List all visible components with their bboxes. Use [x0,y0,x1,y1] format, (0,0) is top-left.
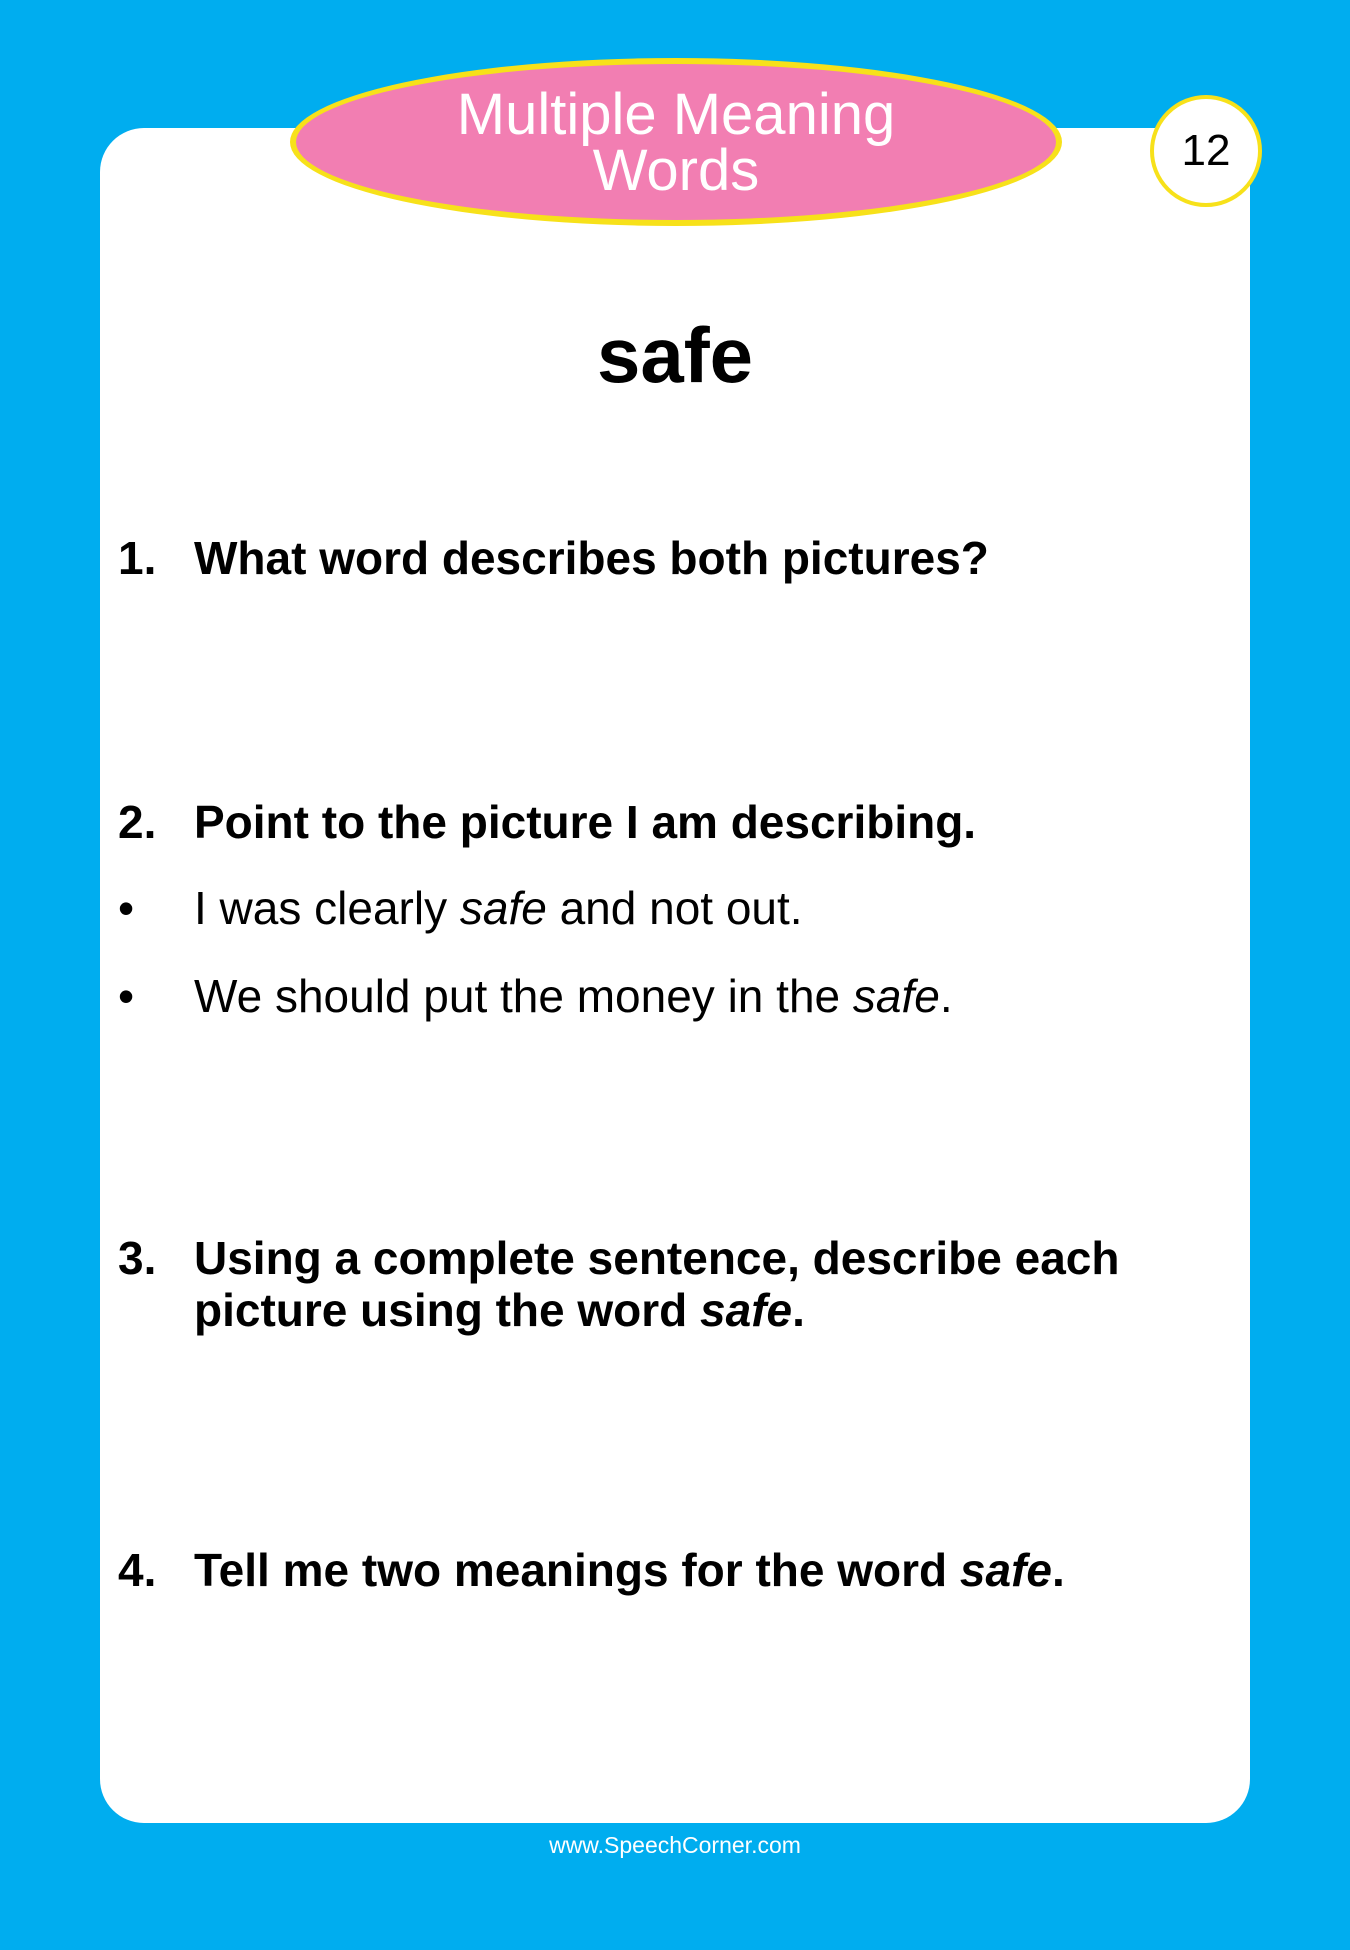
question-4-after: . [1051,1544,1065,1596]
question-2 [118,796,1228,848]
title-banner [290,58,1062,226]
bullet-1-text [194,882,1228,934]
bullet-2-after: . [939,970,953,1022]
question-4-before: Tell me two meanings for the word [194,1544,960,1596]
bullet-1-after: and not out. [546,882,803,934]
page-number: 12 [1181,126,1231,175]
target-word: safe [596,311,754,399]
question-3 [118,1232,1228,1336]
question-1-number: 1. [118,532,157,584]
question-2-number: 2. [118,796,157,848]
bullet-item-1 [118,882,1228,934]
question-3-after: . [792,1284,805,1336]
bullet-2-before: We should put the money in the [194,970,853,1022]
bullet-2-marker: • [118,970,135,1022]
page-number-badge [1150,95,1262,207]
bullet-2-text [194,970,1228,1022]
title-line-1: Multiple Meaning [456,82,896,147]
question-4-number: 4. [118,1544,157,1596]
footer-website-link[interactable]: www.SpeechCorner.com [549,1832,801,1858]
bullet-1-emphasis: safe [459,882,547,934]
question-4 [118,1544,1228,1596]
question-2-text: Point to the picture I am describing. [194,796,977,848]
question-1-text: What word describes both pictures? [194,532,989,584]
question-3-emphasis: safe [700,1284,793,1336]
question-1 [118,532,1228,584]
bullet-item-2 [118,970,1228,1022]
question-3-line-1: Using a complete sentence, describe each [194,1232,1120,1284]
question-3-line-2: picture using the word [194,1284,701,1336]
question-3-text [194,1232,1228,1336]
question-3-number: 3. [118,1232,157,1284]
bullet-1-marker: • [118,882,135,934]
question-4-emphasis: safe [959,1544,1052,1596]
bullet-2-emphasis: safe [852,970,940,1022]
title-line-2: Words [592,138,760,203]
bullet-1-before: I was clearly [194,882,460,934]
question-4-text [194,1544,1228,1596]
